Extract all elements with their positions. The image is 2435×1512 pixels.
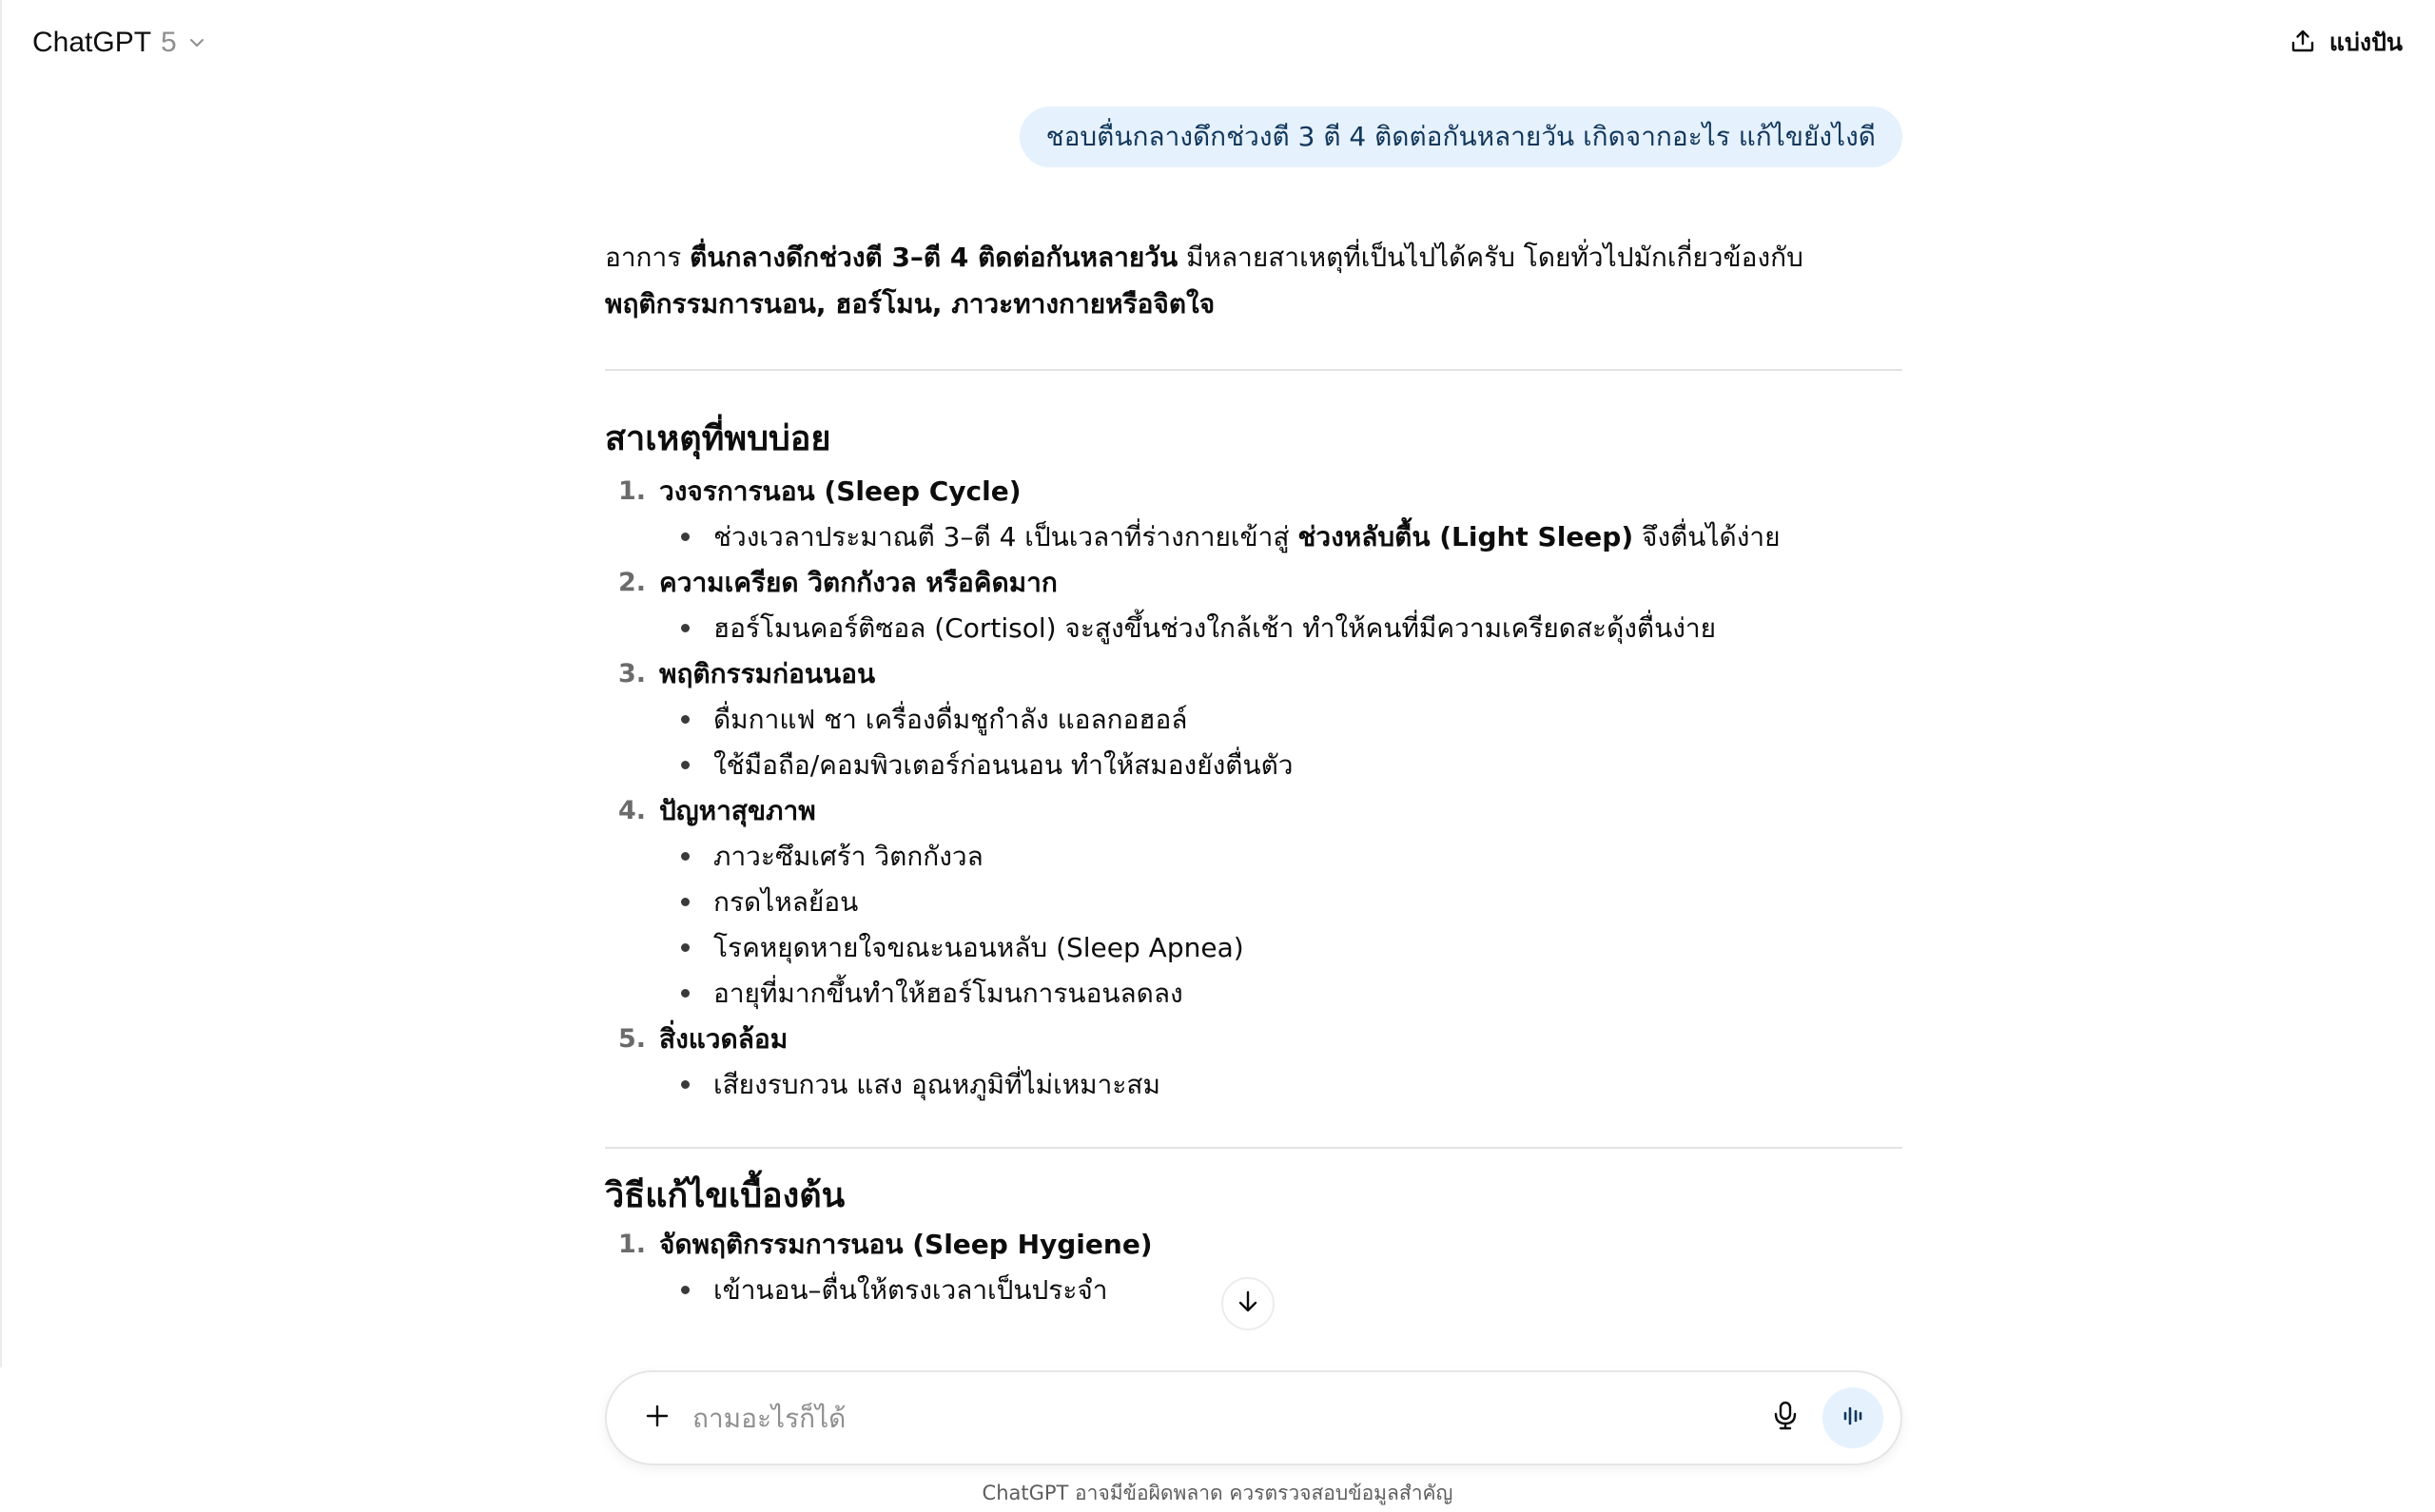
sub-item-text: ฮอร์โมนคอร์ติซอล (Cortisol) จะสูงขึ้นช่วงใกล้เช้า ทำให้คนที่มีความเครียดสะดุ้งตื่นง่าย	[713, 611, 1717, 644]
sub-item-text: เสียงรบกวน แสง อุณหภูมิที่ไม่เหมาะสม	[713, 1068, 1160, 1100]
list-number: 1.	[618, 1229, 647, 1259]
list-item	[605, 1016, 1902, 1061]
sub-list-item	[605, 924, 1902, 970]
causes-list	[605, 468, 1902, 1107]
bullet	[681, 989, 713, 998]
list-item-title: ปัญหาสุขภาพ	[659, 794, 816, 826]
plus-icon	[644, 1403, 671, 1433]
voice-mode-button[interactable]	[1822, 1387, 1883, 1448]
sub-item-text: โรคหยุดหายใจขณะนอนหลับ (Sleep Apnea)	[713, 931, 1244, 963]
list-number: 4.	[618, 795, 647, 825]
sub-list-item	[605, 1061, 1902, 1107]
section-divider	[605, 369, 1902, 371]
list-item	[605, 468, 1902, 514]
share-label: แบ่งปัน	[2328, 29, 2403, 56]
list-item	[605, 559, 1902, 605]
list-item-title: จัดพฤติกรรมการนอน (Sleep Hygiene)	[659, 1228, 1153, 1260]
sub-item-text: ภาวะซึมเศร้า วิตกกังวล	[713, 840, 984, 872]
list-item	[605, 650, 1902, 696]
sub-list-item	[605, 696, 1902, 742]
assistant-message	[605, 234, 1902, 1306]
model-name: ChatGPT	[32, 27, 152, 58]
list-item-title: สิ่งแวดล้อม	[659, 1022, 789, 1055]
sub-bold: ช่วงหลับตื้น (Light Sleep)	[1297, 520, 1634, 552]
prompt-input[interactable]	[692, 1403, 1762, 1434]
voice-waveform-icon	[1839, 1402, 1867, 1434]
arrow-down-icon	[1234, 1288, 1262, 1320]
list-item	[605, 1221, 1902, 1267]
intro-paragraph	[605, 234, 1902, 327]
bullet	[681, 1286, 713, 1294]
bullet	[681, 624, 713, 632]
microphone-icon	[1771, 1400, 1800, 1436]
model-version: 5	[161, 27, 177, 58]
list-item	[605, 787, 1902, 833]
sub-list-item	[605, 605, 1902, 650]
chevron-down-icon	[186, 32, 207, 53]
bullet	[681, 533, 713, 541]
scroll-to-bottom-button[interactable]	[1221, 1277, 1275, 1330]
user-message-text: ชอบตื่นกลางดึกช่วงตี 3 ตี 4 ติดต่อกันหลายวัน เกิดจากอะไร แก้ไขยังไงดี	[1045, 121, 1876, 152]
section-heading-causes: สาเหตุที่พบบ่อย	[605, 419, 831, 458]
sub-list-item	[605, 879, 1902, 924]
sub-item-text: ดื่มกาแฟ ชา เครื่องดื่มชูกำลัง แอลกอฮอล์	[713, 703, 1188, 735]
bullet	[681, 715, 713, 724]
message-composer	[605, 1370, 1902, 1465]
bullet	[681, 761, 713, 769]
bullet	[681, 1080, 713, 1089]
list-item-title: วงจรการนอน (Sleep Cycle)	[659, 475, 1022, 507]
sidebar-edge	[0, 0, 2, 1512]
list-number: 5.	[618, 1023, 647, 1054]
sub-text: ช่วงเวลาประมาณตี 3–ตี 4 เป็นเวลาที่ร่างกายเข้าสู่	[713, 520, 1298, 552]
list-item-title: พฤติกรรมก่อนนอน	[659, 657, 876, 689]
sub-item-text: กรดไหลย้อน	[713, 885, 859, 918]
intro-text: อาการ	[605, 242, 691, 273]
user-message-bubble	[1020, 107, 1902, 167]
sub-list-item	[605, 833, 1902, 879]
bullet	[681, 852, 713, 861]
dictate-button[interactable]	[1762, 1394, 1809, 1442]
list-number: 3.	[618, 658, 647, 688]
intro-bold: ตื่นกลางดึกช่วงตี 3–ตี 4 ติดต่อกันหลายวัน	[690, 242, 1179, 273]
bullet	[681, 943, 713, 952]
section-divider	[605, 1147, 1902, 1149]
list-item-title: ความเครียด วิตกกังวล หรือคิดมาก	[659, 566, 1058, 598]
section-heading-remedies: วิธีแก้ไขเบื้องต้น	[605, 1176, 846, 1215]
list-number: 2.	[618, 567, 647, 597]
sub-list-item	[605, 742, 1902, 787]
bullet	[681, 898, 713, 906]
sub-item-text: อายุที่มากขึ้นทำให้ฮอร์โมนการนอนลดลง	[713, 977, 1183, 1009]
sub-item-text: ใช้มือถือ/คอมพิวเตอร์ก่อนนอน ทำให้สมองยังตื่นตัว	[713, 748, 1294, 781]
disclaimer-text: ChatGPT อาจมีข้อผิดพลาด ควรตรวจสอบข้อมูลสำคัญ	[982, 1482, 1453, 1504]
top-bar	[0, 0, 2435, 86]
list-number: 1.	[618, 475, 647, 506]
sub-item-text	[713, 514, 1781, 560]
intro-text: มีหลายสาเหตุที่เป็นไปได้ครับ โดยทั่วไปมักเกี่ยวข้องกับ	[1178, 242, 1803, 273]
model-switcher[interactable]	[32, 21, 207, 65]
share-upload-icon	[2289, 28, 2316, 58]
sub-item-text: เข้านอน–ตื่นให้ตรงเวลาเป็นประจำ	[713, 1273, 1108, 1306]
sub-text: จึงตื่นได้ง่าย	[1633, 520, 1781, 552]
intro-bold: พฤติกรรมการนอน, ฮอร์โมน, ภาวะทางกายหรือจิตใจ	[605, 288, 1216, 320]
sub-list-item	[605, 970, 1902, 1016]
sub-list-item	[605, 514, 1902, 559]
share-button[interactable]	[2278, 21, 2414, 65]
attach-button[interactable]	[633, 1394, 681, 1442]
